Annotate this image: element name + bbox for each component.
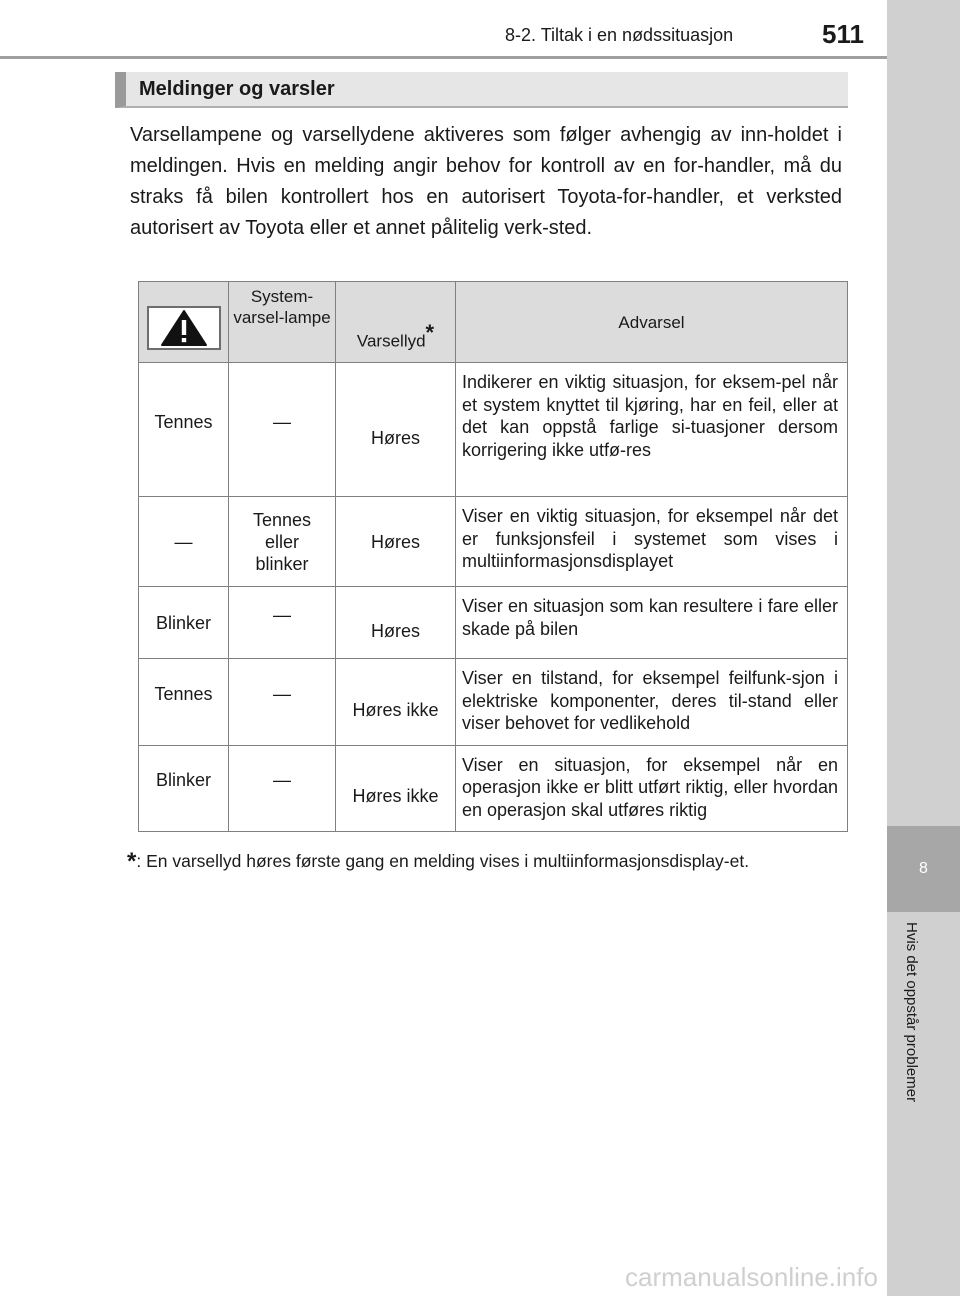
table-row: [139, 587, 848, 659]
header-rule: [0, 56, 887, 59]
warning-triangle-icon: [160, 309, 208, 347]
footnote-mark: *: [425, 320, 435, 345]
row-icon-state: Blinker: [139, 587, 229, 659]
row-icon-state: Tennes: [139, 659, 229, 746]
header-section-title: 8-2. Tiltak i en nødssituasjon: [505, 25, 734, 45]
warning-icon-frame: [147, 306, 221, 350]
row-description: Viser en tilstand, for eksempel feilfunk-sjon i elektriske komponenter, deres til-stand eller viser behovet for vedlikehold: [456, 659, 848, 746]
row-lamp-state: Tennes eller blinker: [229, 497, 336, 587]
row-sound: Høres ikke: [336, 659, 456, 746]
page-number: 511: [822, 19, 864, 49]
watermark: carmanualsonline.info: [625, 1262, 878, 1292]
warning-table: [138, 281, 848, 832]
table-row: [139, 745, 848, 832]
row-icon-state: Blinker: [139, 745, 229, 832]
row-icon-state: Tennes: [139, 363, 229, 497]
row-lamp-state: —: [229, 745, 336, 832]
row-icon-state: —: [139, 497, 229, 587]
footnote: [127, 848, 842, 875]
chapter-number: 8: [887, 826, 960, 912]
row-description: Viser en situasjon som kan resultere i fare eller skade på bilen: [456, 587, 848, 659]
header-icon-cell: [139, 282, 229, 363]
table-header-row: [139, 282, 848, 363]
row-description: Viser en situasjon, for eksempel når en operasjon ikke er blitt utført riktig, eller hvordan en operasjon skal utføres riktig: [456, 745, 848, 832]
row-sound: Høres: [336, 587, 456, 659]
section-heading-text: Meldinger og varsler: [139, 78, 335, 100]
row-lamp-state: —: [229, 587, 336, 659]
row-sound: Høres: [336, 497, 456, 587]
header-system-lamp: System-varsel-lampe: [229, 282, 336, 363]
row-lamp-state: —: [229, 659, 336, 746]
row-description: Viser en viktig situasjon, for eksempel når det er funksjonsfeil i systemet som vises i multiinformasjonsdisplayet: [456, 497, 848, 587]
row-sound: Høres: [336, 363, 456, 497]
intro-paragraph: Varsellampene og varsellydene aktiveres som følger avhengig av inn-holdet i meldingen. Hvis en melding angir behov for kontroll av en for-handler, må du straks få bilen kontrollert hos en autorisert Toyota-for-handler, et verksted autorisert av Toyota eller et annet pålitelig verk-sted.: [130, 124, 842, 239]
header-warning: Advarsel: [456, 282, 848, 363]
footnote-text: : En varsellyd høres første gang en melding vises i multiinformasjonsdisplay-et.: [136, 851, 750, 871]
header-warning-sound: Varsellyd*: [336, 282, 456, 363]
table-row: [139, 497, 848, 587]
section-heading: [115, 72, 848, 108]
footnote-star: *: [127, 848, 137, 875]
row-description: Indikerer en viktig situasjon, for eksem-pel når et system knyttet til kjøring, har en feil, eller at det kan oppstå farlige si-tuasjoner dersom korrigering ikke utfø-res: [456, 363, 848, 497]
table-row: [139, 659, 848, 746]
table-row: [139, 363, 848, 497]
row-lamp-state: —: [229, 363, 336, 497]
row-sound: Høres ikke: [336, 745, 456, 832]
chapter-title: Hvis det oppstår problemer: [903, 922, 920, 1103]
